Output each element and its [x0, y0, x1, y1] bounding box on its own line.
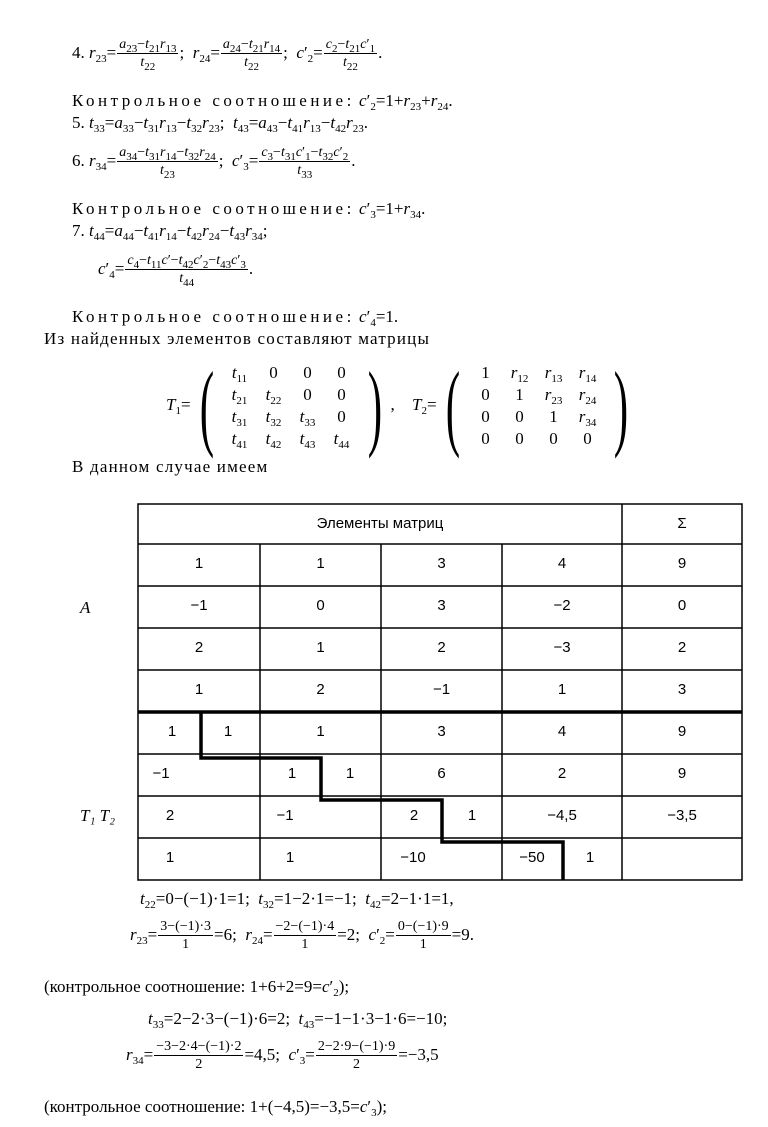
table-header-elements: Элементы матриц	[316, 515, 444, 532]
formula-step7: 7. $t_{44}=a_{44}-t_{41}r_{14}-t_{42}r_{24}-t_{43}r_{34}$;	[72, 221, 268, 243]
table-cell: 1	[223, 723, 233, 740]
label-matrix-a: A	[80, 598, 91, 617]
table-cell: −50	[519, 849, 545, 866]
table-cell: −10	[400, 849, 426, 866]
table-cell: 9	[677, 723, 687, 740]
table-cell: 2	[316, 681, 325, 698]
table-cell: 1	[316, 555, 325, 572]
formula-step6: 6. $r_{34}=$ $\frac{a_{34}-t_{31}r_{14}-t_{32}r_{24}}{t_{23}}$ ; $c'_3=$ $\frac{c_3-t_{31}c'_1-t_{32}c'_2}{t_{33}}$ .	[72, 145, 356, 181]
table-cell: 2	[194, 639, 204, 656]
table-cell: 1	[467, 807, 477, 824]
table-cell: 3	[677, 681, 687, 698]
control-relation-1: Контрольное соотношение: $c'_2=1+r_{23}+r_{24}$.	[72, 91, 453, 113]
table-cell: 2	[557, 765, 567, 782]
table-cell: 1	[557, 681, 567, 698]
formula-step4: 4. $r_{23}=$ $\frac{a_{23}-t_{21}r_{13}}{t_{22}}$ ; $r_{24}=$ $\frac{a_{24}-t_{21}r_{14}}{t_{22}}$ ; $c'_2=$ $\frac{c_2-t_{21}c'_1}{t_{22}}$ .	[72, 37, 383, 73]
control-paren-2: (контрольное соотношение: $1+(-4,5)=-3,5=c'_3$);	[44, 1097, 388, 1119]
control-paren-1: (контрольное соотношение: $1+6+2=9=c'_2$);	[44, 977, 350, 999]
table-cell: −3,5	[667, 807, 697, 824]
table-cell: 1	[316, 639, 325, 656]
label-matrix-t1t2: T₁ T₂	[80, 806, 115, 825]
table-cell: 4	[557, 555, 567, 572]
control-relation-2: Контрольное соотношение: $c'_3=1+r_{34}$.	[72, 199, 426, 221]
table-cell: 3	[437, 723, 446, 740]
table-cell: 2	[437, 639, 446, 656]
table-cell: 2	[165, 807, 175, 824]
calc-line-4: $r_{34}=$ $\frac{-3-2\cdot 4-(-1)\cdot 2}{2}$ =4,5; $c'_3=$ $\frac{2-2\cdot 9-(-1)\cdot 9}{2}$ =−3,5	[126, 1039, 439, 1072]
table-cell: −1	[276, 807, 294, 824]
matrix-t1: $T_1=$( $t_{11}$ 0 0 0 $t_{21}$ $t_{22}$ 0 0 $t_{31}$ $t_{32}$ $t_{33}$ 0 $t_{41}$ $t_{42}$ $t_{43}$ $t_{44}$ ) ,	[166, 352, 395, 459]
table-cell: 9	[677, 765, 687, 782]
table-cell: −1	[152, 765, 170, 782]
calc-line-1: $t_{22}=0-(-1)\cdot 1=1$; $t_{32}=1-2\cdot 1=-1$; $t_{42}=2-1\cdot 1=1$,	[140, 889, 454, 911]
calc-line-3: $t_{33}=2-2\cdot 3-(-1)\cdot 6=2$; $t_{43}=-1-1\cdot 3-1\cdot 6=-10$;	[148, 1009, 448, 1031]
table-cell: 1	[285, 849, 295, 866]
table-cell: 6	[437, 765, 446, 782]
table-cell: 2	[677, 639, 687, 656]
table-cell: 1	[345, 765, 355, 782]
table-cell: 1	[194, 681, 204, 698]
table-cell: 1	[167, 723, 177, 740]
table-cell: 4	[557, 723, 567, 740]
calc-line-2: $r_{23}=$ $\frac{3-(-1)\cdot 3}{1}$ =6; $r_{24}=$ $\frac{-2-(-1)\cdot 4}{1}$ =2; $c'_2=$ $\frac{0-(-1)\cdot 9}{1}$ =9.	[130, 919, 475, 952]
formula-c4: $c'_4=$ $\frac{c_4-t_{11}c'-t_{42}c'_2-t_{43}c'_3}{t_{44}}$ .	[98, 253, 254, 289]
table-cell: −3	[553, 639, 571, 656]
table-cell: −1	[432, 681, 451, 698]
table-cell: −4,5	[547, 807, 577, 824]
table-cell: 2	[409, 807, 419, 824]
table-cell: 0	[316, 597, 325, 614]
table-cell: 1	[585, 849, 595, 866]
table-cell: 1	[287, 765, 297, 782]
table-cell: 0	[677, 597, 687, 614]
table-cell: 1	[316, 723, 325, 740]
table-cell: −2	[553, 597, 571, 614]
table-cell: −1	[190, 597, 208, 614]
table-cell: 1	[194, 555, 204, 572]
table-cell: 3	[437, 597, 446, 614]
table-cell: 9	[677, 555, 687, 572]
table-cell: 1	[165, 849, 175, 866]
table-cell: 3	[437, 555, 446, 572]
matrix-t2: $T_2=$( 1 $r_{12}$ $r_{13}$ $r_{14}$ 0 1 $r_{23}$ $r_{24}$ 0 0 1 $r_{34}$ 0 0 0 0 )	[412, 352, 628, 459]
intro-text: Из найденных элементов составляют матрицы	[44, 329, 431, 348]
case-text: В данном случае имеем	[72, 457, 269, 476]
table-header-sum: Σ	[677, 515, 687, 532]
formula-step5: 5. $t_{33}=a_{33}-t_{31}r_{13}-t_{32}r_{23}$; $t_{43}=a_{43}-t_{41}r_{13}-t_{42}r_{23}$.	[72, 113, 368, 135]
control-relation-3: Контрольное соотношение: $c'_4=1$.	[72, 307, 399, 329]
